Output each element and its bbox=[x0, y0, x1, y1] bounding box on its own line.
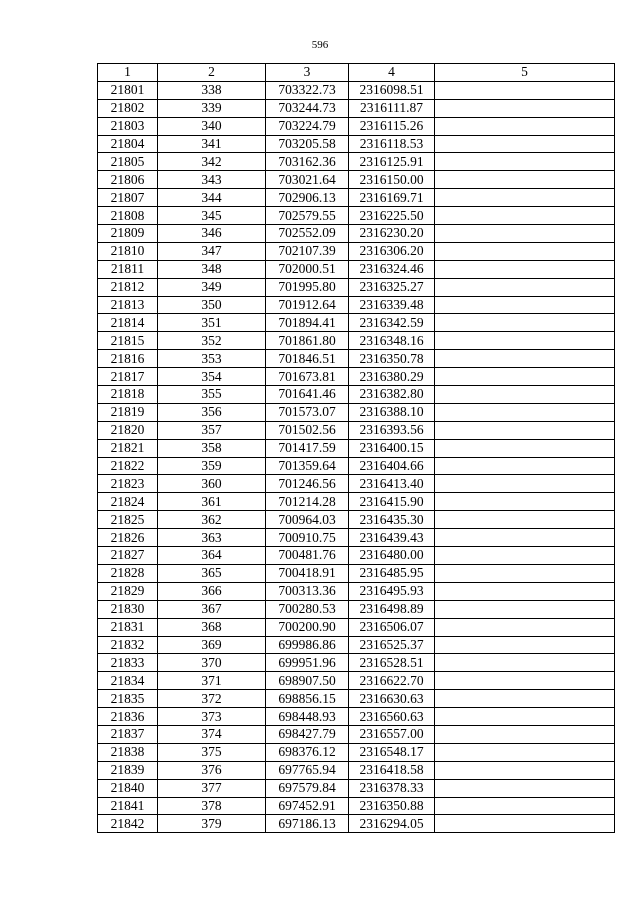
cell-point-number: 21838 bbox=[98, 743, 158, 761]
cell-coordinate-x: 701641.46 bbox=[266, 386, 349, 404]
column-header-1: 1 bbox=[98, 64, 158, 82]
table-row bbox=[98, 511, 615, 529]
cell-coordinate-x: 703162.36 bbox=[266, 153, 349, 171]
cell-coordinate-y: 2316342.59 bbox=[349, 314, 435, 332]
cell-note bbox=[435, 743, 615, 761]
cell-point-number: 21812 bbox=[98, 278, 158, 296]
cell-point-number: 21819 bbox=[98, 403, 158, 421]
cell-coordinate-x: 697452.91 bbox=[266, 797, 349, 815]
cell-coordinate-y: 2316324.46 bbox=[349, 260, 435, 278]
cell-coordinate-y: 2316498.89 bbox=[349, 600, 435, 618]
table-row bbox=[98, 797, 615, 815]
table-row bbox=[98, 225, 615, 243]
cell-point-number: 21827 bbox=[98, 547, 158, 565]
cell-coordinate-y: 2316350.88 bbox=[349, 797, 435, 815]
cell-vertex-number: 350 bbox=[158, 296, 266, 314]
cell-coordinate-x: 701573.07 bbox=[266, 403, 349, 421]
cell-coordinate-y: 2316485.95 bbox=[349, 564, 435, 582]
table-row bbox=[98, 618, 615, 636]
cell-point-number: 21831 bbox=[98, 618, 158, 636]
coordinates-table bbox=[97, 63, 615, 833]
cell-vertex-number: 348 bbox=[158, 260, 266, 278]
cell-note bbox=[435, 547, 615, 565]
cell-coordinate-x: 697765.94 bbox=[266, 761, 349, 779]
cell-note bbox=[435, 332, 615, 350]
cell-vertex-number: 354 bbox=[158, 368, 266, 386]
cell-note bbox=[435, 672, 615, 690]
cell-note bbox=[435, 117, 615, 135]
table-row bbox=[98, 690, 615, 708]
table-body bbox=[98, 81, 615, 832]
cell-coordinate-x: 701846.51 bbox=[266, 350, 349, 368]
cell-note bbox=[435, 421, 615, 439]
table-row bbox=[98, 529, 615, 547]
cell-coordinate-y: 2316325.27 bbox=[349, 278, 435, 296]
cell-coordinate-x: 700964.03 bbox=[266, 511, 349, 529]
table-row bbox=[98, 654, 615, 672]
cell-coordinate-x: 701995.80 bbox=[266, 278, 349, 296]
cell-note bbox=[435, 636, 615, 654]
cell-point-number: 21818 bbox=[98, 386, 158, 404]
cell-vertex-number: 349 bbox=[158, 278, 266, 296]
cell-vertex-number: 346 bbox=[158, 225, 266, 243]
table-row bbox=[98, 386, 615, 404]
cell-coordinate-y: 2316350.78 bbox=[349, 350, 435, 368]
cell-coordinate-y: 2316098.51 bbox=[349, 81, 435, 99]
cell-coordinate-y: 2316393.56 bbox=[349, 421, 435, 439]
cell-point-number: 21803 bbox=[98, 117, 158, 135]
cell-point-number: 21839 bbox=[98, 761, 158, 779]
table-row bbox=[98, 314, 615, 332]
table-row bbox=[98, 117, 615, 135]
column-header-4: 4 bbox=[349, 64, 435, 82]
table-row bbox=[98, 636, 615, 654]
cell-point-number: 21816 bbox=[98, 350, 158, 368]
table-row bbox=[98, 368, 615, 386]
cell-point-number: 21815 bbox=[98, 332, 158, 350]
cell-coordinate-y: 2316125.91 bbox=[349, 153, 435, 171]
cell-coordinate-y: 2316388.10 bbox=[349, 403, 435, 421]
table-row bbox=[98, 278, 615, 296]
cell-note bbox=[435, 207, 615, 225]
cell-coordinate-y: 2316169.71 bbox=[349, 189, 435, 207]
cell-note bbox=[435, 386, 615, 404]
cell-note bbox=[435, 779, 615, 797]
cell-coordinate-y: 2316548.17 bbox=[349, 743, 435, 761]
table-row bbox=[98, 99, 615, 117]
cell-coordinate-x: 701246.56 bbox=[266, 475, 349, 493]
cell-coordinate-x: 699951.96 bbox=[266, 654, 349, 672]
cell-note bbox=[435, 725, 615, 743]
cell-coordinate-x: 698448.93 bbox=[266, 708, 349, 726]
cell-coordinate-x: 701417.59 bbox=[266, 439, 349, 457]
cell-vertex-number: 342 bbox=[158, 153, 266, 171]
cell-note bbox=[435, 475, 615, 493]
cell-note bbox=[435, 81, 615, 99]
cell-note bbox=[435, 815, 615, 833]
cell-note bbox=[435, 225, 615, 243]
cell-point-number: 21828 bbox=[98, 564, 158, 582]
cell-vertex-number: 365 bbox=[158, 564, 266, 582]
table-row bbox=[98, 81, 615, 99]
cell-vertex-number: 358 bbox=[158, 439, 266, 457]
table-row bbox=[98, 332, 615, 350]
table-row bbox=[98, 439, 615, 457]
cell-point-number: 21840 bbox=[98, 779, 158, 797]
column-header-5: 5 bbox=[435, 64, 615, 82]
cell-coordinate-x: 702107.39 bbox=[266, 242, 349, 260]
cell-point-number: 21825 bbox=[98, 511, 158, 529]
cell-coordinate-x: 702906.13 bbox=[266, 189, 349, 207]
cell-coordinate-x: 699986.86 bbox=[266, 636, 349, 654]
cell-vertex-number: 338 bbox=[158, 81, 266, 99]
cell-coordinate-y: 2316339.48 bbox=[349, 296, 435, 314]
cell-coordinate-x: 701359.64 bbox=[266, 457, 349, 475]
cell-coordinate-y: 2316382.80 bbox=[349, 386, 435, 404]
cell-note bbox=[435, 618, 615, 636]
cell-coordinate-y: 2316418.58 bbox=[349, 761, 435, 779]
cell-coordinate-y: 2316560.63 bbox=[349, 708, 435, 726]
cell-coordinate-x: 701214.28 bbox=[266, 493, 349, 511]
cell-vertex-number: 376 bbox=[158, 761, 266, 779]
table-row bbox=[98, 547, 615, 565]
cell-coordinate-y: 2316230.20 bbox=[349, 225, 435, 243]
table-row bbox=[98, 242, 615, 260]
cell-coordinate-y: 2316630.63 bbox=[349, 690, 435, 708]
cell-coordinate-x: 700418.91 bbox=[266, 564, 349, 582]
cell-coordinate-x: 700313.36 bbox=[266, 582, 349, 600]
cell-note bbox=[435, 493, 615, 511]
cell-coordinate-x: 697579.84 bbox=[266, 779, 349, 797]
cell-note bbox=[435, 278, 615, 296]
table-row bbox=[98, 296, 615, 314]
cell-coordinate-y: 2316115.26 bbox=[349, 117, 435, 135]
cell-coordinate-x: 700200.90 bbox=[266, 618, 349, 636]
cell-coordinate-x: 701502.56 bbox=[266, 421, 349, 439]
cell-coordinate-y: 2316294.05 bbox=[349, 815, 435, 833]
cell-coordinate-x: 703322.73 bbox=[266, 81, 349, 99]
cell-coordinate-x: 701673.81 bbox=[266, 368, 349, 386]
cell-vertex-number: 352 bbox=[158, 332, 266, 350]
cell-note bbox=[435, 189, 615, 207]
cell-coordinate-y: 2316415.90 bbox=[349, 493, 435, 511]
header-row bbox=[98, 64, 615, 82]
cell-point-number: 21814 bbox=[98, 314, 158, 332]
cell-vertex-number: 363 bbox=[158, 529, 266, 547]
cell-point-number: 21811 bbox=[98, 260, 158, 278]
cell-vertex-number: 357 bbox=[158, 421, 266, 439]
cell-vertex-number: 367 bbox=[158, 600, 266, 618]
cell-coordinate-y: 2316495.93 bbox=[349, 582, 435, 600]
cell-coordinate-y: 2316404.66 bbox=[349, 457, 435, 475]
cell-vertex-number: 370 bbox=[158, 654, 266, 672]
cell-coordinate-y: 2316622.70 bbox=[349, 672, 435, 690]
table-row bbox=[98, 493, 615, 511]
cell-vertex-number: 341 bbox=[158, 135, 266, 153]
cell-coordinate-y: 2316413.40 bbox=[349, 475, 435, 493]
cell-coordinate-x: 698376.12 bbox=[266, 743, 349, 761]
cell-vertex-number: 362 bbox=[158, 511, 266, 529]
table-row bbox=[98, 171, 615, 189]
cell-coordinate-y: 2316528.51 bbox=[349, 654, 435, 672]
cell-vertex-number: 375 bbox=[158, 743, 266, 761]
cell-note bbox=[435, 135, 615, 153]
cell-vertex-number: 345 bbox=[158, 207, 266, 225]
cell-note bbox=[435, 654, 615, 672]
cell-coordinate-y: 2316111.87 bbox=[349, 99, 435, 117]
cell-coordinate-x: 698427.79 bbox=[266, 725, 349, 743]
cell-vertex-number: 347 bbox=[158, 242, 266, 260]
table-row bbox=[98, 207, 615, 225]
cell-point-number: 21841 bbox=[98, 797, 158, 815]
cell-note bbox=[435, 457, 615, 475]
cell-point-number: 21808 bbox=[98, 207, 158, 225]
cell-point-number: 21810 bbox=[98, 242, 158, 260]
table-row bbox=[98, 672, 615, 690]
cell-coordinate-y: 2316557.00 bbox=[349, 725, 435, 743]
cell-vertex-number: 359 bbox=[158, 457, 266, 475]
cell-point-number: 21802 bbox=[98, 99, 158, 117]
cell-note bbox=[435, 564, 615, 582]
cell-coordinate-y: 2316225.50 bbox=[349, 207, 435, 225]
cell-note bbox=[435, 582, 615, 600]
cell-vertex-number: 369 bbox=[158, 636, 266, 654]
cell-coordinate-x: 700280.53 bbox=[266, 600, 349, 618]
cell-point-number: 21823 bbox=[98, 475, 158, 493]
cell-note bbox=[435, 761, 615, 779]
cell-point-number: 21806 bbox=[98, 171, 158, 189]
page-number: 596 bbox=[311, 39, 329, 51]
cell-coordinate-x: 703244.73 bbox=[266, 99, 349, 117]
cell-coordinate-x: 700481.76 bbox=[266, 547, 349, 565]
cell-point-number: 21830 bbox=[98, 600, 158, 618]
cell-coordinate-y: 2316150.00 bbox=[349, 171, 435, 189]
cell-vertex-number: 366 bbox=[158, 582, 266, 600]
table-row bbox=[98, 475, 615, 493]
cell-note bbox=[435, 171, 615, 189]
table-row bbox=[98, 725, 615, 743]
cell-note bbox=[435, 797, 615, 815]
cell-vertex-number: 343 bbox=[158, 171, 266, 189]
cell-point-number: 21813 bbox=[98, 296, 158, 314]
table-row bbox=[98, 779, 615, 797]
cell-vertex-number: 373 bbox=[158, 708, 266, 726]
cell-point-number: 21832 bbox=[98, 636, 158, 654]
cell-point-number: 21817 bbox=[98, 368, 158, 386]
cell-coordinate-x: 703205.58 bbox=[266, 135, 349, 153]
cell-vertex-number: 371 bbox=[158, 672, 266, 690]
table-row bbox=[98, 350, 615, 368]
table-row bbox=[98, 582, 615, 600]
cell-point-number: 21835 bbox=[98, 690, 158, 708]
cell-coordinate-y: 2316306.20 bbox=[349, 242, 435, 260]
cell-point-number: 21801 bbox=[98, 81, 158, 99]
table-row bbox=[98, 260, 615, 278]
cell-point-number: 21820 bbox=[98, 421, 158, 439]
cell-note bbox=[435, 708, 615, 726]
table-row bbox=[98, 189, 615, 207]
cell-point-number: 21809 bbox=[98, 225, 158, 243]
table-row bbox=[98, 457, 615, 475]
cell-point-number: 21822 bbox=[98, 457, 158, 475]
cell-vertex-number: 339 bbox=[158, 99, 266, 117]
cell-point-number: 21807 bbox=[98, 189, 158, 207]
cell-vertex-number: 360 bbox=[158, 475, 266, 493]
cell-vertex-number: 340 bbox=[158, 117, 266, 135]
cell-coordinate-x: 700910.75 bbox=[266, 529, 349, 547]
cell-note bbox=[435, 368, 615, 386]
cell-note bbox=[435, 314, 615, 332]
cell-vertex-number: 351 bbox=[158, 314, 266, 332]
cell-vertex-number: 353 bbox=[158, 350, 266, 368]
cell-coordinate-x: 698907.50 bbox=[266, 672, 349, 690]
cell-point-number: 21842 bbox=[98, 815, 158, 833]
cell-point-number: 21836 bbox=[98, 708, 158, 726]
table-row bbox=[98, 708, 615, 726]
cell-coordinate-y: 2316400.15 bbox=[349, 439, 435, 457]
cell-note bbox=[435, 350, 615, 368]
column-header-3: 3 bbox=[266, 64, 349, 82]
cell-point-number: 21804 bbox=[98, 135, 158, 153]
table-row bbox=[98, 403, 615, 421]
cell-coordinate-x: 703224.79 bbox=[266, 117, 349, 135]
table-row bbox=[98, 600, 615, 618]
cell-coordinate-y: 2316118.53 bbox=[349, 135, 435, 153]
cell-vertex-number: 368 bbox=[158, 618, 266, 636]
cell-coordinate-x: 701894.41 bbox=[266, 314, 349, 332]
cell-vertex-number: 361 bbox=[158, 493, 266, 511]
cell-coordinate-x: 697186.13 bbox=[266, 815, 349, 833]
table-row bbox=[98, 815, 615, 833]
cell-note bbox=[435, 600, 615, 618]
cell-coordinate-x: 701912.64 bbox=[266, 296, 349, 314]
cell-coordinate-y: 2316435.30 bbox=[349, 511, 435, 529]
cell-vertex-number: 378 bbox=[158, 797, 266, 815]
cell-coordinate-x: 702579.55 bbox=[266, 207, 349, 225]
cell-vertex-number: 355 bbox=[158, 386, 266, 404]
cell-vertex-number: 377 bbox=[158, 779, 266, 797]
cell-point-number: 21826 bbox=[98, 529, 158, 547]
cell-vertex-number: 372 bbox=[158, 690, 266, 708]
cell-coordinate-x: 703021.64 bbox=[266, 171, 349, 189]
cell-coordinate-y: 2316525.37 bbox=[349, 636, 435, 654]
cell-vertex-number: 364 bbox=[158, 547, 266, 565]
cell-coordinate-x: 702000.51 bbox=[266, 260, 349, 278]
cell-note bbox=[435, 511, 615, 529]
cell-note bbox=[435, 99, 615, 117]
cell-note bbox=[435, 260, 615, 278]
cell-coordinate-x: 701861.80 bbox=[266, 332, 349, 350]
table-row bbox=[98, 743, 615, 761]
cell-point-number: 21834 bbox=[98, 672, 158, 690]
cell-note bbox=[435, 153, 615, 171]
column-header-2: 2 bbox=[158, 64, 266, 82]
cell-coordinate-y: 2316506.07 bbox=[349, 618, 435, 636]
table-row bbox=[98, 153, 615, 171]
cell-point-number: 21821 bbox=[98, 439, 158, 457]
cell-coordinate-x: 698856.15 bbox=[266, 690, 349, 708]
cell-coordinate-y: 2316439.43 bbox=[349, 529, 435, 547]
table-row bbox=[98, 564, 615, 582]
cell-vertex-number: 344 bbox=[158, 189, 266, 207]
cell-note bbox=[435, 529, 615, 547]
cell-coordinate-y: 2316380.29 bbox=[349, 368, 435, 386]
table-header bbox=[98, 64, 615, 82]
cell-note bbox=[435, 690, 615, 708]
cell-vertex-number: 379 bbox=[158, 815, 266, 833]
cell-point-number: 21829 bbox=[98, 582, 158, 600]
cell-coordinate-x: 702552.09 bbox=[266, 225, 349, 243]
cell-vertex-number: 374 bbox=[158, 725, 266, 743]
cell-note bbox=[435, 439, 615, 457]
cell-point-number: 21837 bbox=[98, 725, 158, 743]
table-row bbox=[98, 135, 615, 153]
cell-point-number: 21805 bbox=[98, 153, 158, 171]
cell-note bbox=[435, 242, 615, 260]
cell-note bbox=[435, 296, 615, 314]
cell-note bbox=[435, 403, 615, 421]
cell-coordinate-y: 2316378.33 bbox=[349, 779, 435, 797]
cell-point-number: 21824 bbox=[98, 493, 158, 511]
cell-point-number: 21833 bbox=[98, 654, 158, 672]
table-row bbox=[98, 421, 615, 439]
cell-coordinate-y: 2316480.00 bbox=[349, 547, 435, 565]
cell-coordinate-y: 2316348.16 bbox=[349, 332, 435, 350]
table-row bbox=[98, 761, 615, 779]
cell-vertex-number: 356 bbox=[158, 403, 266, 421]
